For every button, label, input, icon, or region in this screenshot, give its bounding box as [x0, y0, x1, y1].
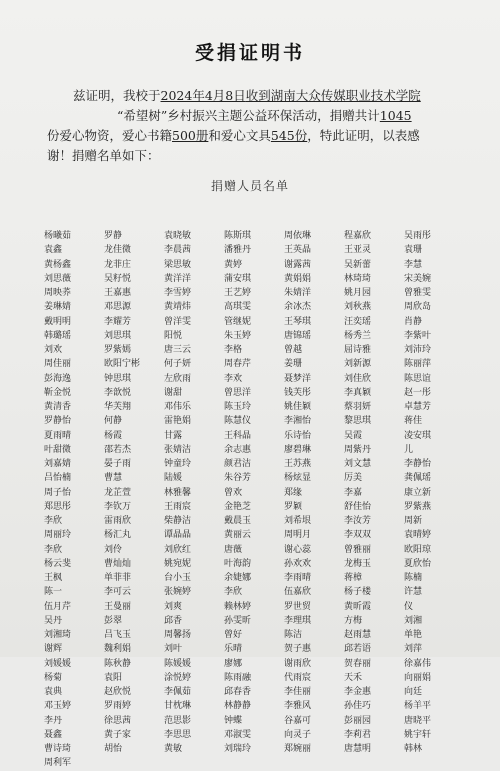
donor-name: 刘叶: [164, 644, 183, 655]
donor-name: 唐晓平: [404, 715, 432, 726]
donor-name: 李湘怡: [284, 416, 312, 427]
donor-name: 姚宛妮: [164, 558, 192, 569]
donor-name: 余婕娜: [224, 573, 252, 583]
donor-name: 蒋樟: [344, 573, 363, 583]
donor-name: 吕飞玉: [104, 630, 132, 640]
donor-name: 陈媛媛: [164, 658, 192, 669]
donor-name: 陈雨融: [224, 672, 252, 683]
donor-name: 杨秀兰: [344, 330, 372, 341]
donor-name: 曹慧: [104, 473, 123, 484]
donor-name: 袁珊: [404, 245, 423, 256]
donor-name: 赵雨慧: [344, 630, 372, 640]
donor-name: 杨菊: [44, 672, 63, 683]
donor-name: 叶甜微: [44, 444, 72, 455]
donor-name: 范思影: [164, 715, 192, 726]
donor-name: 郑思彤: [44, 501, 72, 512]
donor-name: 柴静洁: [164, 516, 192, 526]
donor-name: 周映荞: [44, 288, 72, 298]
donor-name: 魏利娟: [104, 644, 132, 655]
donor-name: 潘雅丹: [224, 245, 252, 256]
donor-name: 儿: [404, 444, 414, 455]
donor-name: 宋美婉: [404, 273, 432, 284]
donor-name: 蔡羽妍: [344, 402, 372, 412]
donor-name: 曾欢: [224, 487, 243, 498]
donor-name: 彭海逸: [44, 373, 72, 384]
document-title: 受捐证明书: [194, 42, 305, 64]
donor-name: 刘文慧: [344, 459, 372, 469]
donor-name: 厉美: [344, 473, 363, 484]
donor-name: 管继妮: [224, 316, 252, 327]
donor-name: 甘枕琳: [164, 701, 192, 712]
donor-name: 李佩茹: [164, 687, 192, 697]
donor-name: 周春芹: [224, 359, 252, 370]
donor-name: 谢露茜: [284, 259, 312, 270]
donor-name: 刘新源: [344, 359, 372, 370]
donor-name: 乐诗怡: [284, 430, 312, 441]
donor-name: 聂梦洋: [284, 373, 312, 384]
donor-list: [44, 229, 464, 771]
donor-name: 赵欣悦: [104, 687, 132, 697]
donor-name: 李晨茜: [164, 245, 192, 256]
donor-name: 陈楠: [404, 573, 423, 583]
donor-name: 聂鑫: [44, 729, 63, 740]
donor-name: 周馨扬: [164, 630, 192, 640]
stationery-count: 545份: [270, 128, 308, 143]
donor-name: 李雨晴: [284, 573, 312, 583]
donor-name: 杨汇丸: [104, 530, 132, 541]
donor-name: 刘佳欣: [344, 373, 372, 384]
donor-name: 夏欣怡: [404, 558, 432, 569]
donor-name: 吴新蕾: [344, 259, 372, 270]
donor-name: 罗静怡: [44, 416, 72, 427]
donor-name: 雷雨欣: [104, 516, 132, 526]
donor-name: 王科晶: [224, 430, 252, 441]
donor-name: 龚佩瑶: [404, 473, 432, 484]
donor-name: 邓淑雯: [224, 729, 252, 740]
donor-name: 余志惠: [224, 444, 252, 455]
donor-name: 龙芷萱: [104, 487, 132, 498]
donor-name: 李嘉: [344, 487, 363, 498]
donor-name: 周新: [404, 516, 423, 526]
donor-name: 彭翠: [104, 615, 123, 626]
donor-name: 王嘉惠: [104, 288, 132, 298]
donor-name: 刘欣红: [164, 544, 192, 555]
donor-name: 向廷: [404, 687, 423, 697]
donor-name: 罗静: [104, 231, 123, 241]
body-line-1: [47, 86, 457, 106]
donor-name: 姜珊: [284, 359, 303, 370]
total-count: 1045: [379, 108, 412, 123]
donor-name: 屈诗雅: [344, 345, 372, 355]
donor-name: 黄洋洋: [164, 273, 192, 284]
donor-name: 赵一彤: [404, 387, 432, 398]
donor-name: 戴晨玉: [224, 516, 252, 526]
certificate-body: [47, 86, 457, 166]
donor-name: 天禾: [344, 672, 363, 683]
body-items-suffix: ，特此证明，以表感: [307, 128, 420, 143]
donor-name: 邓思源: [104, 302, 132, 313]
donor-name: 邓伟乐: [164, 402, 192, 412]
donor-name: 廖碧琳: [284, 444, 312, 455]
donor-name: 赖林婷: [224, 601, 252, 612]
donor-name: 甘露: [164, 430, 183, 441]
donor-name: 黄丽云: [224, 530, 252, 541]
donor-name: 曾越: [284, 345, 303, 355]
donor-name: 姚月园: [344, 288, 372, 298]
donor-name: 杨云斐: [44, 558, 72, 569]
donor-name: 许慧: [404, 587, 423, 598]
donor-name: 王亚灵: [344, 245, 372, 256]
donor-name: 姜琳婧: [44, 302, 72, 313]
body-line-4: [47, 146, 457, 166]
donor-name: 涂悦婷: [164, 672, 192, 683]
donor-name: 李紫叶: [404, 330, 432, 341]
donor-name: 陈斯琪: [224, 231, 252, 241]
donor-name: 袁阳: [104, 672, 123, 683]
donor-name: 肖静: [404, 316, 423, 327]
donor-name: 贺春丽: [344, 658, 372, 669]
donor-name: 王雨宸: [164, 501, 192, 512]
donor-name: 刘沛玲: [404, 345, 432, 355]
book-count: 500册: [172, 128, 209, 143]
donor-name: 杨羊平: [404, 701, 432, 712]
donor-name: 李钦万: [104, 501, 132, 512]
donor-name: 蒋佳: [404, 416, 423, 427]
donor-name: 龙梅玉: [344, 558, 372, 569]
donor-name: 曾思洋: [224, 387, 252, 398]
donor-name: 陈慧仪: [224, 416, 252, 427]
donor-name: 罗雨婷: [104, 701, 132, 712]
donor-name: 谢心蕊: [284, 544, 312, 555]
donor-name: 曹灿灿: [104, 558, 132, 569]
donor-name: 朱玉婷: [224, 330, 252, 341]
donor-name: 刘湘: [404, 615, 423, 626]
body-closing: 谢！捐赠名单如下：: [47, 148, 160, 163]
donor-name: 程嘉欣: [344, 231, 372, 241]
donor-name: 李佳丽: [284, 687, 312, 697]
donor-name: 刘欢: [44, 345, 63, 355]
donor-name: 陆媛: [164, 473, 183, 484]
donor-name: 谭晶晶: [164, 530, 192, 541]
donor-name: 凌安琪: [404, 430, 432, 441]
donor-name: 龙菲庄: [104, 259, 132, 270]
donor-name: 张婧洁: [164, 444, 192, 455]
donor-name: 袁鑫: [44, 245, 63, 256]
donor-name: 李思思: [164, 729, 192, 740]
donor-name: 蒲安琪: [224, 273, 252, 284]
donor-name: 周丽玲: [44, 530, 72, 541]
donor-name: 夏雨晴: [44, 430, 72, 441]
donor-name: 黄杨鑫: [44, 259, 72, 270]
donor-name: 杨霞: [104, 430, 123, 441]
donor-name: 徐嘉伟: [404, 658, 432, 669]
donor-name: 周依琳: [284, 231, 312, 241]
donor-name: 唐慧明: [344, 744, 372, 754]
donor-name: 阳悦: [164, 330, 183, 341]
donor-name: 李雪婷: [164, 288, 192, 298]
donor-name: 王英晶: [284, 245, 312, 256]
donor-name: 刘湘琦: [44, 630, 72, 640]
donor-name: 向灵子: [284, 729, 312, 740]
donor-name: 颜君洁: [224, 459, 252, 469]
donor-name: 刘萍: [404, 644, 423, 655]
donor-name: 李丹: [44, 715, 63, 726]
donor-name: 刘思薇: [44, 273, 72, 284]
donor-name: 邵若杰: [104, 444, 132, 455]
donor-name: 唐锦瑶: [284, 330, 312, 341]
donor-name: 刘瑞玲: [224, 744, 252, 754]
donor-name: 李汝芳: [344, 516, 372, 526]
donor-name: 廖娜: [224, 658, 243, 669]
body-line-3: [47, 126, 457, 146]
donor-name: 孙佳巧: [344, 701, 372, 712]
donor-name: 龙佳微: [104, 245, 132, 256]
donor-name: 台小玉: [164, 573, 192, 583]
donor-name: 张婉婷: [164, 587, 192, 598]
donor-name: 方梅: [344, 615, 363, 626]
donor-name: 余冰杰: [284, 302, 312, 313]
donor-name: 罗紫燕: [404, 501, 432, 512]
donor-name: 袁晴婷: [404, 530, 432, 541]
donor-name: 陈思谊: [404, 373, 432, 384]
donor-name: 吴雨彤: [404, 231, 432, 241]
donor-name: 陈洁: [284, 630, 303, 640]
donor-name: 黄婷: [224, 259, 243, 270]
donor-name: 李慧: [404, 259, 423, 270]
donor-name: 黄子家: [104, 729, 132, 740]
donor-name: 王艺婷: [224, 288, 252, 298]
donor-name: 林琦琦: [344, 273, 372, 284]
donor-name: 罗紫嫣: [104, 345, 132, 355]
donor-name: 李欢: [224, 373, 243, 384]
donor-name: 邱春香: [224, 687, 252, 697]
donor-name: 贺子惠: [284, 644, 312, 655]
donor-name: 李金惠: [344, 687, 372, 697]
donor-name: 钱芙彤: [284, 387, 312, 398]
donor-name: 吴籽悦: [104, 273, 132, 284]
donor-name: 朱谷芳: [224, 473, 252, 484]
donor-name: 杨子楼: [344, 587, 372, 598]
donor-name: 罗颖: [284, 501, 303, 512]
body-items-mid: 和爱心文具: [208, 128, 271, 143]
donor-name: 朱婧洋: [284, 288, 312, 298]
donor-name: 刘秋燕: [344, 302, 372, 313]
donor-name: 谷嘉可: [284, 715, 312, 726]
donor-name: 华芙翔: [104, 402, 132, 412]
donor-name: 杨曦茹: [44, 231, 72, 241]
donor-name: 单菲菲: [104, 573, 132, 583]
donor-name: 梁思敏: [164, 259, 192, 270]
donor-name: 钟童玲: [164, 459, 192, 469]
donor-name: 欧阳琼: [404, 544, 432, 555]
donor-name: 欧阳宁彬: [104, 359, 141, 370]
donor-name: 邓玉婷: [44, 701, 72, 712]
donor-name: 曾雅雯: [404, 288, 432, 298]
donor-name: 陈玉玲: [224, 402, 252, 412]
donor-name: 李格: [224, 345, 243, 355]
donor-name: 邱香: [164, 615, 183, 626]
donor-name: 林雅馨: [164, 487, 192, 498]
donor-name: 吴霞: [344, 430, 363, 441]
body-project: “希望树”乡村振兴主题公益环保活动，捐赠共计: [117, 108, 380, 123]
donor-name: 刘媛媛: [44, 658, 72, 669]
donor-name: 林静静: [224, 701, 252, 712]
donor-name: 吕怡楠: [44, 473, 72, 484]
body-items-prefix: 份爱心物资，爱心书籍: [47, 128, 173, 143]
donor-name: 陈丽萍: [404, 359, 432, 370]
donor-name: 刘嘉婧: [44, 459, 72, 469]
donor-name: 彭丽园: [344, 715, 372, 726]
donor-name: 袁典: [44, 687, 63, 697]
donor-name: 周紫丹: [344, 444, 372, 455]
donor-name: 唐薇: [224, 544, 243, 555]
donor-name: 韩林: [404, 744, 423, 754]
donor-name: 唐三云: [164, 345, 192, 355]
donor-name: 黄清香: [44, 402, 72, 412]
donor-name: 向丽娟: [404, 672, 432, 683]
donor-name: 曹诗琦: [44, 744, 72, 754]
donor-name: 袁晓敏: [164, 231, 192, 241]
donor-name: 吴丹: [44, 615, 63, 626]
donor-name: 刘希垠: [284, 516, 312, 526]
donor-name: 刘爽: [164, 601, 183, 612]
donor-name: 乐晴: [224, 644, 243, 655]
donor-name: 谢雨欣: [284, 658, 312, 669]
donor-name: 姚宇轩: [404, 729, 432, 740]
donor-name: 左欣雨: [164, 373, 192, 384]
donation-date: 2024年4月8日: [160, 88, 246, 103]
donor-name: 王枫: [44, 573, 63, 583]
donor-name: 伍嘉欣: [284, 587, 312, 598]
donor-name: 郑缘: [284, 487, 303, 498]
donor-name: 姚佳颖: [284, 402, 312, 412]
donor-name: 李欣: [44, 544, 63, 555]
donor-name: 徐思茜: [104, 715, 132, 726]
donor-name: 曾好: [224, 630, 243, 640]
donor-name: 郑婉丽: [284, 744, 312, 754]
donor-name: 李双双: [344, 530, 372, 541]
donor-name: 高琪雯: [224, 302, 252, 313]
donor-name: 钟蝶: [224, 715, 243, 726]
donor-name: 周子怡: [44, 487, 72, 498]
donor-name: 李欣: [44, 516, 63, 526]
donor-name: 李耀芳: [104, 316, 132, 327]
donor-name: 陈秋静: [104, 658, 132, 669]
donor-name: 黄昕霞: [344, 601, 372, 612]
donor-name: 孙雯昕: [224, 615, 252, 626]
donor-name: 康立新: [404, 487, 432, 498]
donor-name: 靳金悦: [44, 387, 72, 398]
donor-name: 陈一: [44, 587, 63, 598]
donor-name: 单艳: [404, 630, 423, 640]
donor-name: 王曼丽: [104, 601, 132, 612]
donor-name: 舒佳怡: [344, 501, 372, 512]
donor-name: 汪奕瑶: [344, 316, 372, 327]
donor-name: 戴明明: [44, 316, 72, 327]
donor-name: 钟思琪: [104, 373, 132, 384]
donor-name: 代雨宸: [284, 672, 312, 683]
body-prefix: 兹证明，我校于: [73, 88, 161, 103]
donor-name: 曾雅丽: [344, 544, 372, 555]
body-line-2: [47, 106, 457, 126]
donor-name: 王苏燕: [284, 459, 312, 469]
donor-name: 李真颖: [344, 387, 372, 398]
donor-name: 罗世贸: [284, 601, 312, 612]
donor-name: 孙欢欢: [284, 558, 312, 569]
donor-name: 李雅风: [284, 701, 312, 712]
donor-name: 何静: [104, 416, 123, 427]
donor-name: 杨炫显: [284, 473, 312, 484]
donor-name: 李欣: [224, 587, 243, 598]
donor-list-title: 捐赠人员名单: [210, 179, 289, 193]
donor-name: 金艳芝: [224, 501, 252, 512]
donor-name: 李歆悦: [104, 387, 132, 398]
donor-name: 刘伶: [104, 544, 123, 555]
donor-name: 晏子雨: [104, 459, 132, 469]
donor-name: 周欣岛: [404, 302, 432, 313]
donor-name: 黄娟娟: [284, 273, 312, 284]
donor-name: 谢辉: [44, 644, 63, 655]
donor-name: 李静怡: [404, 459, 432, 469]
donor-name: 王琴琪: [284, 316, 312, 327]
donor-name: 伍月芹: [44, 601, 72, 612]
donor-name: 黄靖炜: [164, 302, 192, 313]
donor-name: 何子妍: [164, 359, 192, 370]
donor-name: 周利军: [44, 758, 72, 769]
donor-name: 李可云: [104, 587, 132, 598]
donor-name: 仪: [404, 601, 414, 612]
donor-name: 李莉君: [344, 729, 372, 740]
donor-name: 李理琪: [284, 615, 312, 626]
donor-name: 卓慧芳: [404, 402, 432, 412]
donor-name: 黎思琪: [344, 416, 372, 427]
donor-name: 周明月: [284, 530, 312, 541]
donor-name: 黄敏: [164, 744, 183, 754]
donor-name: 谢甜: [164, 387, 183, 398]
donor-name: 刘思琪: [104, 330, 132, 341]
donor-name: 周佳丽: [44, 359, 72, 370]
donor-name: 曾洋雯: [164, 316, 192, 327]
donor-name: 叶海韵: [224, 558, 252, 569]
donor-name: 胡怡: [104, 744, 123, 754]
donor-name: 邱若语: [344, 644, 372, 655]
donor-name: 雷艳娟: [164, 416, 192, 427]
donor-name: 韩璐瑶: [44, 330, 72, 341]
body-school: 收到湖南大众传媒职业技术学院: [245, 88, 421, 103]
